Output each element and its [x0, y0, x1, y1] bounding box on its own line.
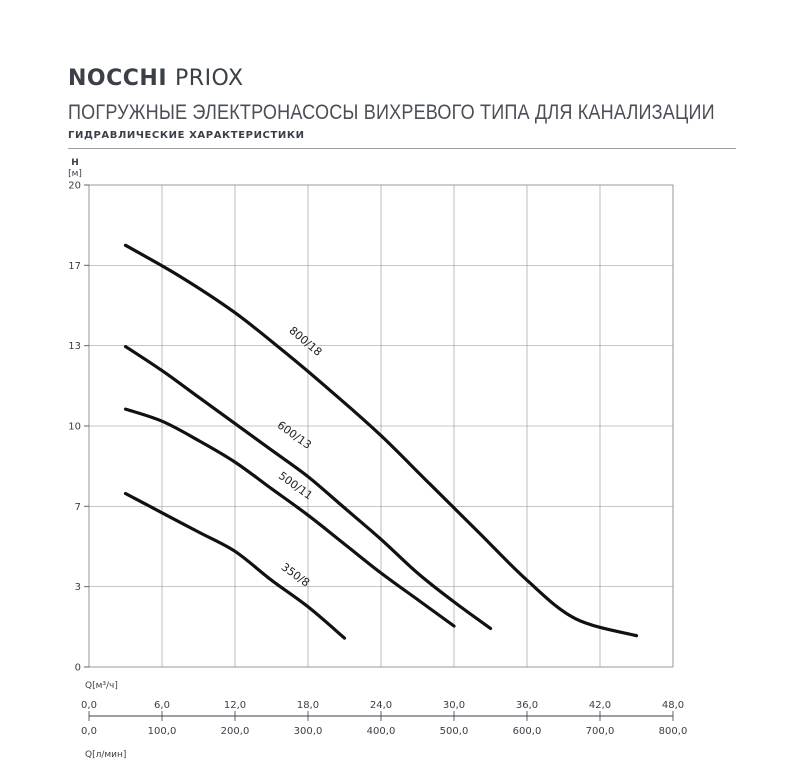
chart-axes — [68, 158, 687, 760]
page-subtitle: ПОГРУЖНЫЕ ЭЛЕКТРОНАСОСЫ ВИХРЕВОГО ТИПА ДЛЯ КАНАЛИЗАЦИИ — [68, 101, 715, 124]
x-tick-label-m3h: 18,0 — [296, 700, 320, 711]
curve-label-500-11: 500/11 — [276, 469, 315, 503]
x-tick-label-lmin: 0,0 — [81, 726, 97, 737]
product-name: PRIOX — [175, 66, 244, 91]
x-tick-label-m3h: 48,0 — [661, 700, 685, 711]
x-tick-label-lmin: 700,0 — [585, 726, 615, 737]
x-tick-label-lmin: 500,0 — [439, 726, 469, 737]
curve-label-800-18: 800/18 — [286, 323, 325, 359]
brand-name: NOCCHI — [68, 66, 168, 91]
x-tick-label-lmin: 800,0 — [658, 726, 688, 737]
y-tick-label: 13 — [68, 341, 81, 353]
curve-label-600-13: 600/13 — [274, 418, 314, 452]
curve-label-350-8: 350/8 — [278, 560, 313, 590]
x-tick-label-m3h: 42,0 — [588, 700, 612, 711]
x-tick-label-lmin: 200,0 — [220, 726, 250, 737]
x-tick-label-m3h: 24,0 — [369, 700, 393, 711]
x-axis-label-lmin: Q[л/мин] — [85, 750, 127, 760]
y-tick-label: 17 — [68, 260, 81, 272]
y-axis-unit: [м] — [68, 169, 82, 179]
x-axis-label-m3h: Q[м³/ч] — [85, 681, 118, 691]
y-axis-label: H — [71, 158, 79, 168]
x-tick-label-m3h: 6,0 — [154, 700, 170, 711]
y-tick-label: 20 — [68, 180, 81, 192]
y-tick-label: 0 — [74, 662, 81, 674]
y-tick-label: 7 — [74, 501, 81, 513]
x-tick-label-lmin: 600,0 — [512, 726, 542, 737]
x-tick-label-m3h: 0,0 — [81, 700, 97, 711]
y-tick-label: 10 — [68, 421, 81, 433]
x-tick-label-m3h: 30,0 — [442, 700, 466, 711]
chart-grid — [89, 185, 673, 667]
y-tick-label: 3 — [74, 582, 81, 594]
section-title: ГИДРАВЛИЧЕСКИЕ ХАРАКТЕРИСТИКИ — [68, 130, 305, 141]
x-tick-label-lmin: 100,0 — [147, 726, 177, 737]
x-tick-label-lmin: 400,0 — [366, 726, 396, 737]
x-tick-label-lmin: 300,0 — [293, 726, 323, 737]
x-tick-label-m3h: 36,0 — [515, 700, 539, 711]
x-tick-label-m3h: 12,0 — [223, 700, 247, 711]
